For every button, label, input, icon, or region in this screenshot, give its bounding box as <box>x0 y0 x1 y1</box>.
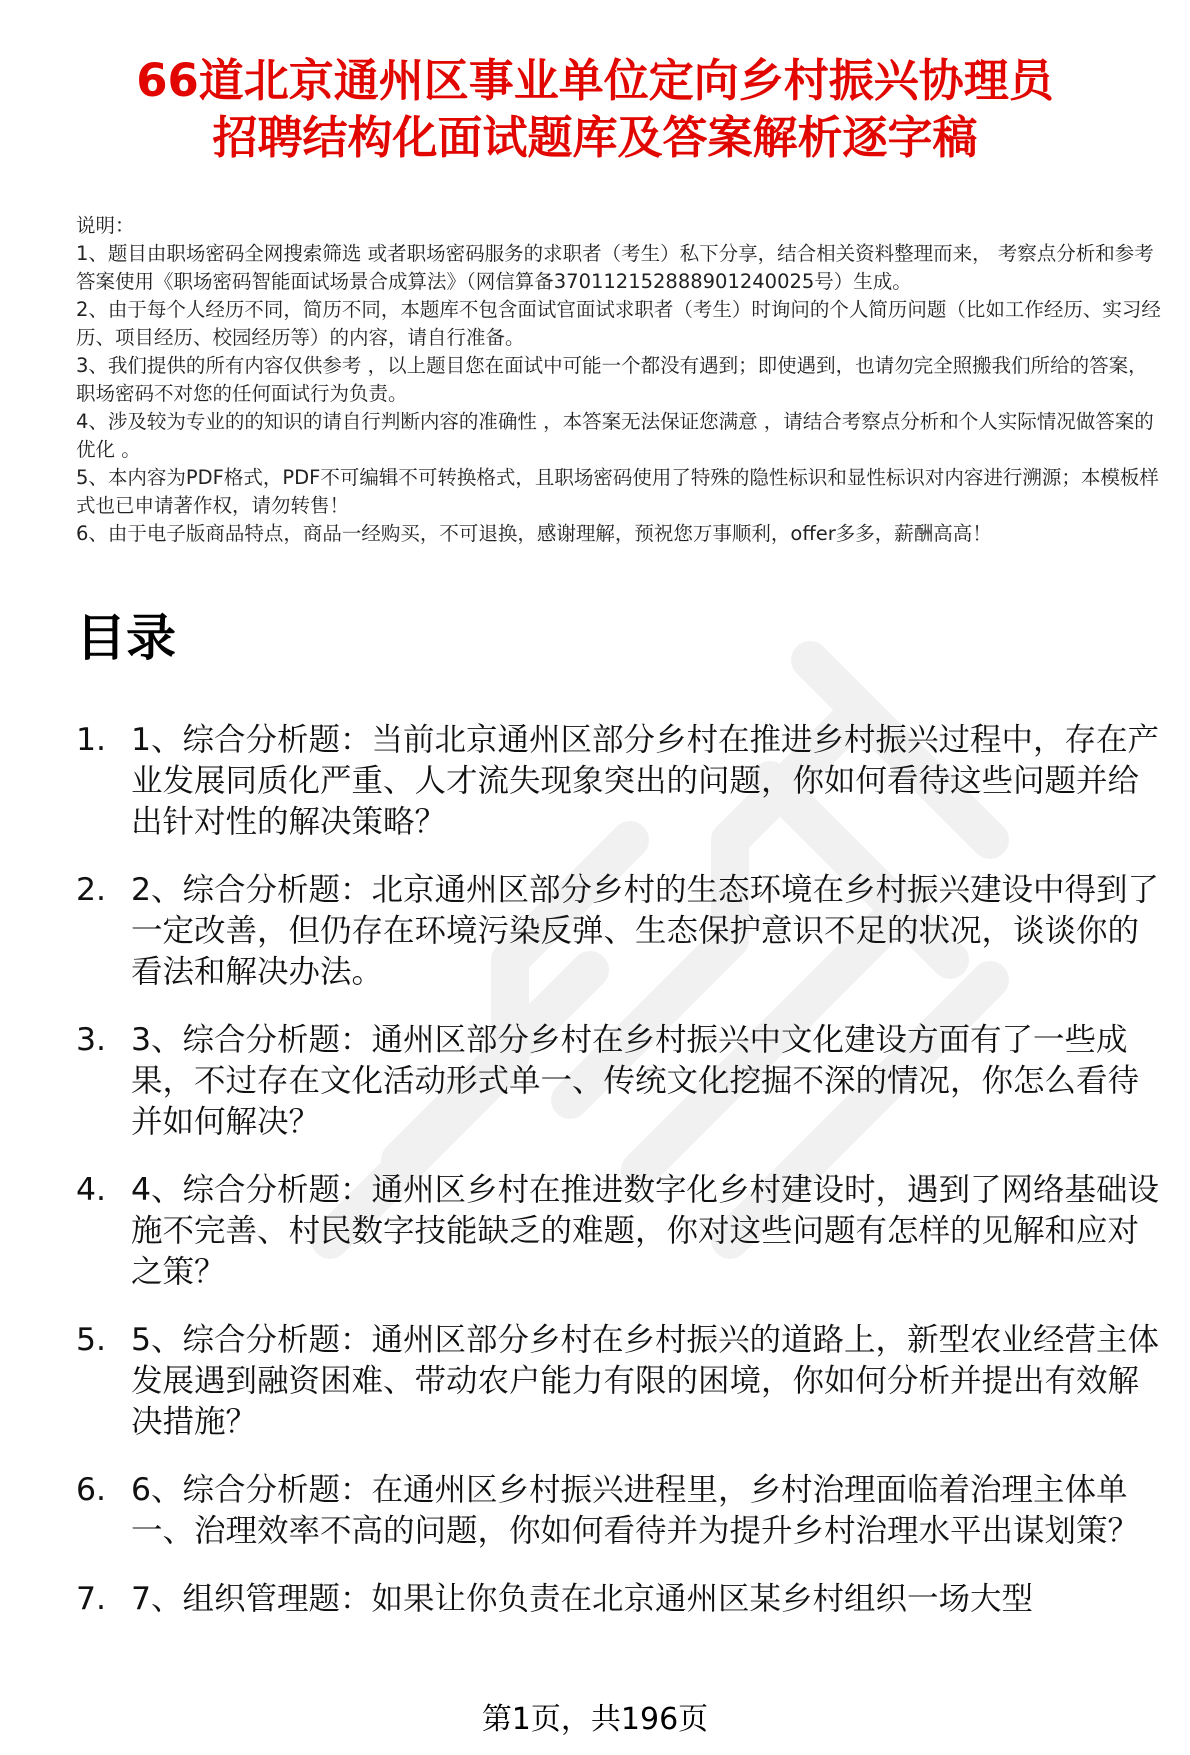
notes-label: 说明： <box>76 214 135 237</box>
toc-item[interactable] <box>76 1020 1166 1143</box>
note-item: 5、本内容为PDF格式，PDF不可编辑不可转换格式，且职场密码使用了特殊的隐性标识和显性标识对内容进行溯源；本模板样式也已申请著作权，请勿转售！ <box>76 466 1159 517</box>
toc-item[interactable] <box>76 870 1166 993</box>
notes-section <box>76 212 1166 548</box>
toc-item[interactable] <box>76 1470 1166 1552</box>
toc-item[interactable] <box>76 1320 1166 1443</box>
toc-item-text: 7、组织管理题：如果让你负责在北京通州区某乡村组织一场大型 <box>131 1581 1034 1617</box>
toc-item[interactable] <box>76 1170 1166 1293</box>
document-title <box>60 52 1130 166</box>
page-footer: 第1页，共196页 <box>481 1702 709 1737</box>
note-item: 3、我们提供的所有内容仅供参考 ，以上题目您在面试中可能一个都没有遇到；即使遇到，也请勿完全照搬我们所给的答案，职场密码不对您的任何面试行为负责。 <box>76 354 1148 405</box>
note-item: 6、由于电子版商品特点，商品一经购买，不可退换，感谢理解，预祝您万事顺利，offer多多，薪酬高高！ <box>76 522 992 545</box>
toc-item-number: 3. <box>76 1022 107 1058</box>
toc-item-text: 6、综合分析题：在通州区乡村振兴进程里，乡村治理面临着治理主体单一、治理效率不高的问题，你如何看待并为提升乡村治理水平出谋划策？ <box>131 1472 1140 1549</box>
title-line-1: 66道北京通州区事业单位定向乡村振兴协理员 <box>136 54 1054 107</box>
toc-item-number: 6. <box>76 1472 107 1508</box>
note-item: 1、题目由职场密码全网搜索筛选 或者职场密码服务的求职者（考生）私下分享，结合相关资料整理而来， 考察点分析和参考答案使用《职场密码智能面试场景合成算法》（网信算备370112152888901240025号）生成。 <box>76 242 1154 293</box>
toc-item-text: 4、综合分析题：通州区乡村在推进数字化乡村建设时，遇到了网络基础设施不完善、村民数字技能缺乏的难题，你对这些问题有怎样的见解和应对之策？ <box>131 1172 1160 1290</box>
toc-item[interactable] <box>76 1579 1166 1620</box>
note-item: 2、由于每个人经历不同，简历不同，本题库不包含面试官面试求职者（考生）时询问的个人简历问题（比如工作经历、实习经历、项目经历、校园经历等）的内容，请自行准备。 <box>76 298 1161 349</box>
toc-item-number: 7. <box>76 1581 107 1617</box>
note-item: 4、涉及较为专业的的知识的请自行判断内容的准确性 ，本答案无法保证您满意 ，请结合考察点分析和个人实际情况做答案的优化 。 <box>76 410 1154 461</box>
toc-item-text: 5、综合分析题：通州区部分乡村在乡村振兴的道路上，新型农业经营主体发展遇到融资困难、带动农户能力有限的困境，你如何分析并提出有效解决措施？ <box>131 1322 1160 1440</box>
toc-heading: 目录 <box>76 609 176 667</box>
toc-item-number: 1. <box>76 722 107 758</box>
toc-item-number: 5. <box>76 1322 107 1358</box>
toc-item-text: 3、综合分析题：通州区部分乡村在乡村振兴中文化建设方面有了一些成果，不过存在文化活动形式单一、传统文化挖掘不深的情况，你怎么看待并如何解决？ <box>131 1022 1140 1140</box>
title-line-2: 招聘结构化面试题库及答案解析逐字稿 <box>212 111 978 164</box>
toc-item-text: 1、综合分析题：当前北京通州区部分乡村在推进乡村振兴过程中，存在产业发展同质化严重、人才流失现象突出的问题，你如何看待这些问题并给出针对性的解决策略？ <box>131 722 1160 840</box>
toc-item[interactable] <box>76 720 1166 843</box>
toc-item-text: 2、综合分析题：北京通州区部分乡村的生态环境在乡村振兴建设中得到了一定改善，但仍存在环境污染反弹、生态保护意识不足的状况，谈谈你的看法和解决办法。 <box>131 872 1160 990</box>
toc-item-number: 2. <box>76 872 107 908</box>
table-of-contents <box>76 720 1166 1647</box>
toc-item-number: 4. <box>76 1172 107 1208</box>
